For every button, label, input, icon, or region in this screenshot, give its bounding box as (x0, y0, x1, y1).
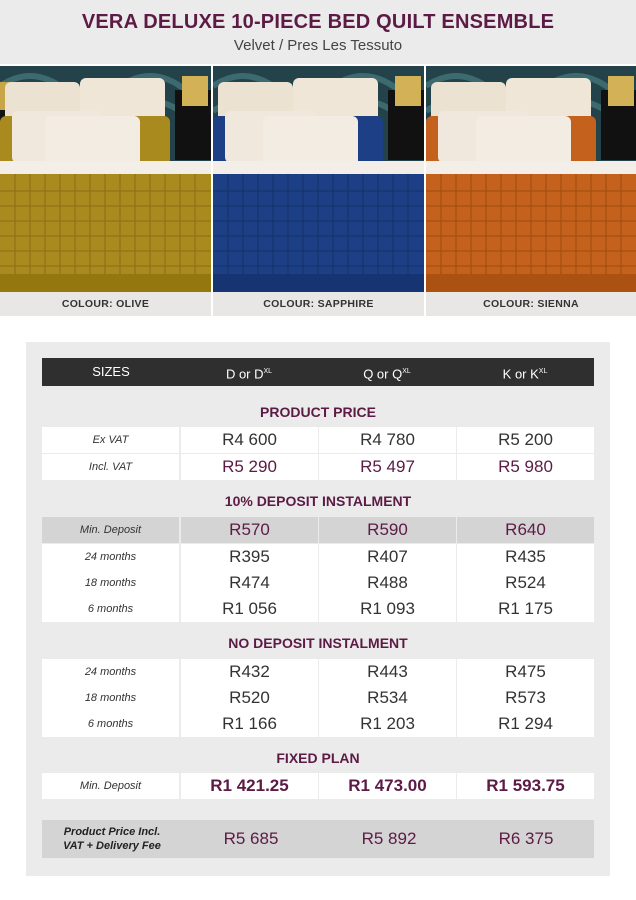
bed-illustration-olive (0, 66, 211, 316)
header-queen-xl: XL (402, 368, 411, 375)
section-title-deposit-instalment: 10% DEPOSIT INSTALMENT (224, 493, 412, 509)
row-label-ex-vat: Ex VAT (42, 427, 179, 453)
total-row (42, 820, 594, 858)
price-table (26, 342, 610, 876)
total-double: R5 685 (223, 829, 279, 848)
row-label-6-months: 6 months (42, 711, 179, 737)
section-title-fixed-plan: FIXED PLAN (276, 750, 360, 766)
header-double (180, 358, 318, 388)
price-ex-vat-king: R5 200 (457, 427, 594, 453)
product-photo-sienna (426, 66, 636, 316)
deposit-24m-queen: R407 (319, 544, 456, 570)
row-label-24-months: 24 months (42, 659, 179, 685)
nodeposit-6m-double: R1 166 (181, 711, 318, 737)
total-label (42, 825, 182, 853)
deposit-min-queen: R590 (319, 517, 456, 543)
fixed-min-queen: R1 473.00 (319, 773, 456, 799)
total-king: R6 375 (498, 829, 554, 848)
product-photo-sapphire (213, 66, 424, 316)
product-photo-olive (0, 66, 211, 316)
deposit-min-king: R640 (457, 517, 594, 543)
nodeposit-6m-queen: R1 203 (319, 711, 456, 737)
deposit-6m-queen: R1 093 (319, 596, 456, 622)
photo-caption-sapphire: COLOUR: SAPPHIRE (213, 292, 424, 316)
header (0, 0, 636, 64)
section-title-no-deposit-instalment: NO DEPOSIT INSTALMENT (228, 635, 408, 651)
header-double-xl: XL (263, 368, 273, 375)
page-subtitle: Velvet / Pres Les Tessuto (233, 37, 403, 54)
row-label-min-deposit: Min. Deposit (42, 517, 179, 543)
row-label-18-months: 18 months (42, 685, 179, 711)
header-king-xl: XL (538, 368, 548, 375)
deposit-24m-double: R395 (181, 544, 318, 570)
photo-caption-sienna: COLOUR: SIENNA (426, 292, 636, 316)
row-label-incl-vat: Incl. VAT (42, 454, 179, 480)
header-king (456, 358, 594, 388)
nodeposit-18m-queen: R534 (319, 685, 456, 711)
nodeposit-24m-queen: R443 (319, 659, 456, 685)
price-incl-vat-queen: R5 497 (319, 454, 456, 480)
row-label-6-months: 6 months (42, 596, 179, 622)
page-title: VERA DELUXE 10-PIECE BED QUILT ENSEMBLE (81, 11, 555, 33)
nodeposit-24m-king: R475 (457, 659, 594, 685)
price-incl-vat-double: R5 290 (181, 454, 318, 480)
row-label-min-deposit: Min. Deposit (42, 773, 179, 799)
deposit-min-double: R570 (181, 517, 318, 543)
nodeposit-6m-king: R1 294 (457, 711, 594, 737)
total-label-line1: Product Price Incl. (63, 826, 161, 838)
header-king-text: K or K (502, 366, 539, 382)
price-incl-vat-king: R5 980 (457, 454, 594, 480)
header-queen (318, 358, 456, 388)
section-title-product-price: PRODUCT PRICE (260, 404, 376, 420)
row-label-18-months: 18 months (42, 570, 179, 596)
price-ex-vat-queen: R4 780 (319, 427, 456, 453)
table-header-row (42, 358, 594, 386)
header-double-text: D or D (225, 366, 264, 382)
deposit-6m-king: R1 175 (457, 596, 594, 622)
deposit-18m-queen: R488 (319, 570, 456, 596)
nodeposit-18m-double: R520 (181, 685, 318, 711)
fixed-min-double: R1 421.25 (181, 773, 318, 799)
bed-illustration-sapphire (213, 66, 424, 316)
header-sizes: SIZES (92, 364, 130, 379)
fixed-min-king: R1 593.75 (457, 773, 594, 799)
row-label-24-months: 24 months (42, 544, 179, 570)
header-queen-text: Q or Q (363, 366, 403, 382)
deposit-24m-king: R435 (457, 544, 594, 570)
deposit-18m-double: R474 (181, 570, 318, 596)
deposit-18m-king: R524 (457, 570, 594, 596)
bed-illustration-sienna (426, 66, 636, 316)
nodeposit-18m-king: R573 (457, 685, 594, 711)
photo-caption-olive: COLOUR: OLIVE (0, 292, 211, 316)
deposit-6m-double: R1 056 (181, 596, 318, 622)
nodeposit-24m-double: R432 (181, 659, 318, 685)
total-queen: R5 892 (361, 829, 417, 848)
total-label-line2: VAT + Delivery Fee (63, 840, 161, 852)
price-ex-vat-double: R4 600 (181, 427, 318, 453)
